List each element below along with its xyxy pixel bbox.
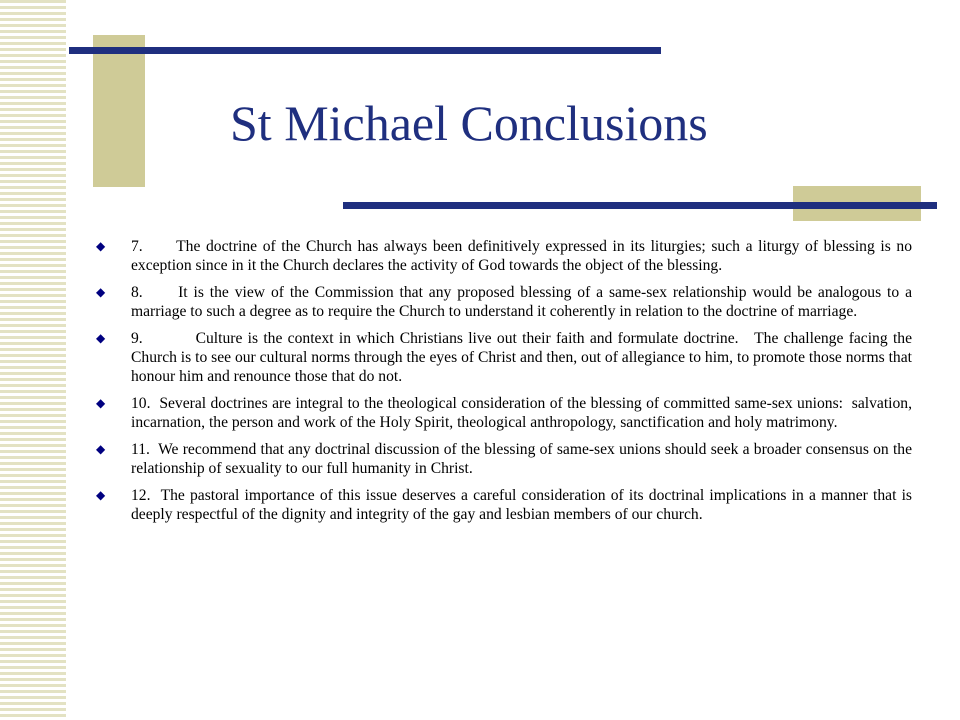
diamond-bullet-icon: ◆ [96, 331, 106, 345]
bullet-text: 9. Culture is the context in which Christians live out their faith and formulate doctrine. The challenge facing the Church is to see our cultural norms through the eyes of Christ and then, out of allegiance to him, to promote those norms that honour him and renounce those that do not. [131, 330, 916, 385]
bullet-list [96, 237, 916, 532]
slide-title: St Michael Conclusions [230, 95, 708, 151]
bullet-item-10 [96, 394, 916, 432]
diamond-bullet-icon: ◆ [96, 442, 106, 456]
bullet-item-11 [96, 440, 916, 478]
bullet-text: 11. We recommend that any doctrinal discussion of the blessing of same-sex unions should seek a broader consensus on the relationship of sexuality to our full humanity in Christ. [131, 441, 916, 477]
bullet-item-7 [96, 237, 916, 275]
diamond-bullet-icon: ◆ [96, 285, 106, 299]
bullet-text: 10. Several doctrines are integral to the theological consideration of the blessing of committed same-sex unions: salvation, incarnation, the person and work of the Holy Spirit, theological anthropology, sanctification and holy matrimony. [131, 395, 916, 431]
bullet-text: 7. The doctrine of the Church has always been definitively expressed in its liturgies; such a liturgy of blessing is no exception since in it the Church declares the activity of God towards the object of the blessing. [131, 238, 916, 274]
diamond-bullet-icon: ◆ [96, 396, 106, 410]
top-accent-block [93, 35, 145, 187]
bullet-text: 12. The pastoral importance of this issue deserves a careful consideration of its doctrinal implications in a manner that is deeply respectful of the dignity and integrity of the gay and lesbian members of our church. [131, 487, 916, 523]
bullet-item-12 [96, 486, 916, 524]
bullet-item-9 [96, 329, 916, 386]
bullet-item-8 [96, 283, 916, 321]
top-title-rule [69, 47, 661, 54]
left-stripe-decoration [0, 0, 69, 720]
bottom-title-rule [343, 202, 937, 209]
bullet-text: 8. It is the view of the Commission that any proposed blessing of a same-sex relationship would be analogous to a marriage to such a degree as to require the Church to understand it coherently in relation to the doctrine of marriage. [131, 284, 916, 320]
diamond-bullet-icon: ◆ [96, 239, 106, 253]
diamond-bullet-icon: ◆ [96, 488, 106, 502]
